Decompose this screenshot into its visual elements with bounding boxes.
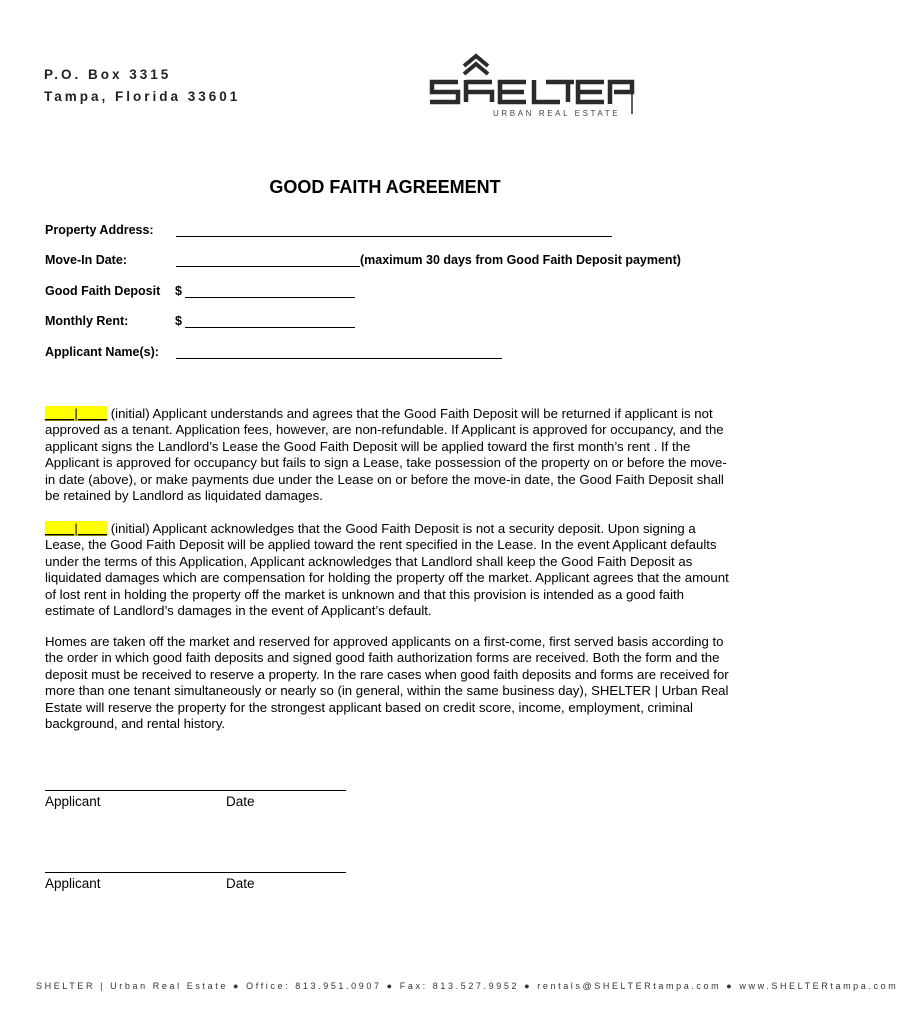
document-title: GOOD FAITH AGREEMENT <box>269 177 501 197</box>
svg-text:URBAN REAL ESTATE: URBAN REAL ESTATE <box>493 109 621 118</box>
address-line-2: Tampa, Florida 33601 <box>44 89 241 104</box>
applicant-label-2: Applicant <box>45 876 101 891</box>
deposit-currency: $ <box>175 284 182 298</box>
shelter-logo <box>428 52 634 120</box>
good-faith-deposit-line[interactable] <box>185 297 355 298</box>
applicant-names-label: Applicant Name(s): <box>45 345 159 359</box>
signature-line-1[interactable] <box>45 790 346 791</box>
paragraph-reservation-policy <box>45 634 733 732</box>
property-address-line[interactable] <box>176 236 612 237</box>
paragraph-refund-terms <box>45 406 733 504</box>
good-faith-deposit-label: Good Faith Deposit <box>45 284 161 298</box>
move-in-date-note: (maximum 30 days from Good Faith Deposit payment) <box>360 253 681 267</box>
date-label-2: Date <box>226 876 255 891</box>
monthly-rent-line[interactable] <box>185 327 355 328</box>
signature-line-2[interactable] <box>45 872 346 873</box>
move-in-date-label: Move-In Date: <box>45 253 127 267</box>
initial-blank-2[interactable]: ____|____ <box>45 521 108 536</box>
applicant-label-1: Applicant <box>45 794 101 809</box>
paragraph-2-text: (initial) Applicant acknowledges that the Good Faith Deposit is not a security deposit. Upon signing a Lease, the Good Faith Deposit will be applied toward the rent specified in the Lease. In the event Applicant defaults under the terms of this Application, Applicant acknowledges that Landlord shall keep the Good Faith Deposit as liquidated damages which are compensation for holding the property off the market. Applicant agrees that the amount of lost rent in holding the property off the market is unknown and that this provision is intended as a good faith estimate of Landlord’s damages in the event of Applicant’s default. <box>45 521 729 619</box>
paragraph-3-text: Homes are taken off the market and reserved for approved applicants on a first-come, first served basis according to the order in which good faith deposits and signed good faith authorization forms are received. Both the form and the deposit must be received to reserve a property. In the rare cases when good faith deposits and forms are received for more than one tenant simultaneously or nearly so (in general, within the same business day), SHELTER | Urban Real Estate will reserve the property for the strongest applicant based on credit score, income, employment, criminal background, and rental history. <box>45 634 729 732</box>
monthly-rent-label: Monthly Rent: <box>45 314 129 328</box>
initial-blank-1[interactable]: ____|____ <box>45 406 108 421</box>
date-label-1: Date <box>226 794 255 809</box>
applicant-names-line[interactable] <box>176 358 502 359</box>
paragraph-deposit-terms <box>45 521 733 619</box>
footer-contact: SHELTER | Urban Real Estate ● Office: 813.951.0907 ● Fax: 813.527.9952 ● rentals@SHELTERtampa.com ● www.SHELTERtampa.com <box>36 981 898 991</box>
move-in-date-line[interactable] <box>176 266 360 267</box>
property-address-label: Property Address: <box>45 223 154 237</box>
paragraph-1-text: (initial) Applicant understands and agrees that the Good Faith Deposit will be returned if applicant is not approved as a tenant. Application fees, however, are non-refundable. If Applicant is approved for occupancy, and the applicant signs the Landlord’s Lease the Good Faith Deposit will be applied toward the first month’s rent . If the Applicant is approved for occupancy but fails to sign a Lease, take possession of the property on or before the move-in date (above), or make payments due under the Lease on or before the move-in date, the Good Faith Deposit shall be retained by Landlord as liquidated damages. <box>45 406 727 504</box>
address-line-1: P.O. Box 3315 <box>44 67 172 82</box>
return-address <box>44 64 240 108</box>
rent-currency: $ <box>175 314 182 328</box>
